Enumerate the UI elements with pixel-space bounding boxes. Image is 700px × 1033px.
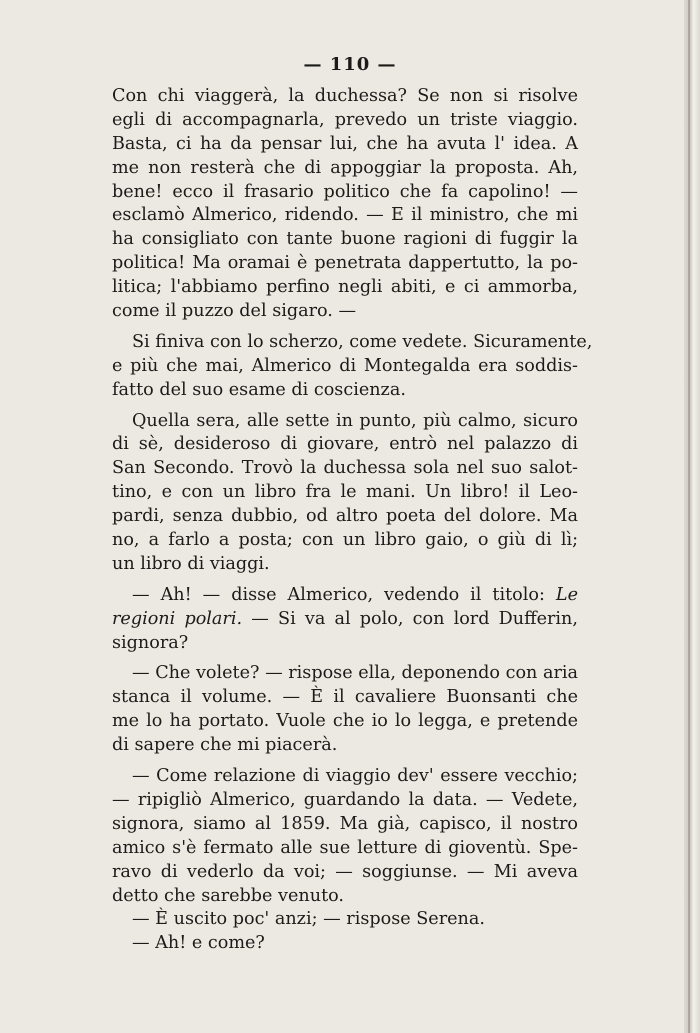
text-line: detto che sarebbe venuto. [112, 885, 345, 906]
text-line: ha consigliato con tante buone ragioni di fuggir la [112, 229, 578, 250]
text-line: e più che mai, Almerico di Montegalda era soddis- [112, 355, 578, 376]
text-line [112, 608, 578, 632]
text-line: politica! Ma oramai è penetrata dappertutto, la po- [112, 253, 578, 274]
text-line: ravo di vederlo da voi; — soggiunse. — Mi aveva [112, 861, 578, 882]
text-fragment: — Ah! — disse Almerico, vedendo il titolo: [132, 584, 545, 605]
text-line: no, a farlo a posta; con un libro gaio, o giù di lì; [112, 530, 578, 551]
text-line: Con chi viaggerà, la duchessa? Se non si risolve [112, 86, 578, 106]
page-edge [684, 0, 700, 1033]
text-line: Quella sera, alle sette in punto, più calmo, sicuro [132, 410, 578, 431]
text-line: amico s'è fermato alle sue letture di gioventù. Spe- [112, 837, 578, 858]
text-line: me lo ha portato. Vuole che io lo legga, e pretende [112, 711, 578, 732]
text-line: tino, e con un libro fra le mani. Un libro! il Leo- [112, 482, 578, 503]
text-line: fatto del suo esame di coscienza. [112, 379, 406, 400]
page-edge-line [688, 0, 690, 1033]
text-line: di sapere che mi piacerà. [112, 735, 338, 756]
text-line: — ripigliò Almerico, guardando la data. — Vedete, [112, 789, 578, 810]
text-line: come il puzzo del sigaro. — [112, 301, 357, 322]
book-title-fragment: regioni polari. [112, 608, 243, 629]
text-line: un libro di viaggi. [112, 553, 270, 574]
book-title-fragment: Le [555, 584, 579, 605]
text-line [112, 584, 578, 608]
text-line: — Che volete? — rispose ella, deponendo con aria [132, 663, 578, 684]
text-line: signora, siamo al 1859. Ma già, capisco, il nostro [112, 813, 578, 834]
text-line: signora? [112, 632, 189, 653]
text-line: bene! ecco il frasario politico che fa capolino! — [112, 181, 578, 202]
text-line: stanca il volume. — È il cavaliere Buonsanti che [112, 687, 578, 708]
text-fragment: — Si va al polo, con lord Dufferin, [251, 608, 578, 629]
text-line: pardi, senza dubbio, od altro poeta del dolore. Ma [112, 506, 578, 527]
text-line: San Secondo. Trovò la duchessa sola nel suo salot- [112, 458, 578, 479]
text-line: — È uscito poc' anzi; — rispose Serena. [132, 909, 485, 930]
text-line: egli di accompagnarla, prevedo un triste viaggio. [112, 109, 578, 130]
text-line: Si finiva con lo scherzo, come vedete. Sicuramente, [132, 331, 593, 352]
text-line: — Come relazione di viaggio dev' essere vecchio; [132, 766, 578, 787]
text-line: di sè, desideroso di giovare, entrò nel palazzo di [112, 434, 578, 455]
page-number: — 110 — [303, 54, 397, 75]
text-line: esclamò Almerico, ridendo. — E il ministro, che mi [112, 205, 578, 226]
text-line: me non resterà che di appoggiar la proposta. Ah, [112, 157, 578, 178]
text-line: — Ah! e come? [132, 933, 265, 954]
text-line: litica; l'abbiamo perfino negli abiti, e ci ammorba, [112, 277, 578, 298]
body-text [112, 85, 593, 956]
text-line: Basta, ci ha da pensar lui, che ha avuta l' idea. A [112, 133, 578, 154]
